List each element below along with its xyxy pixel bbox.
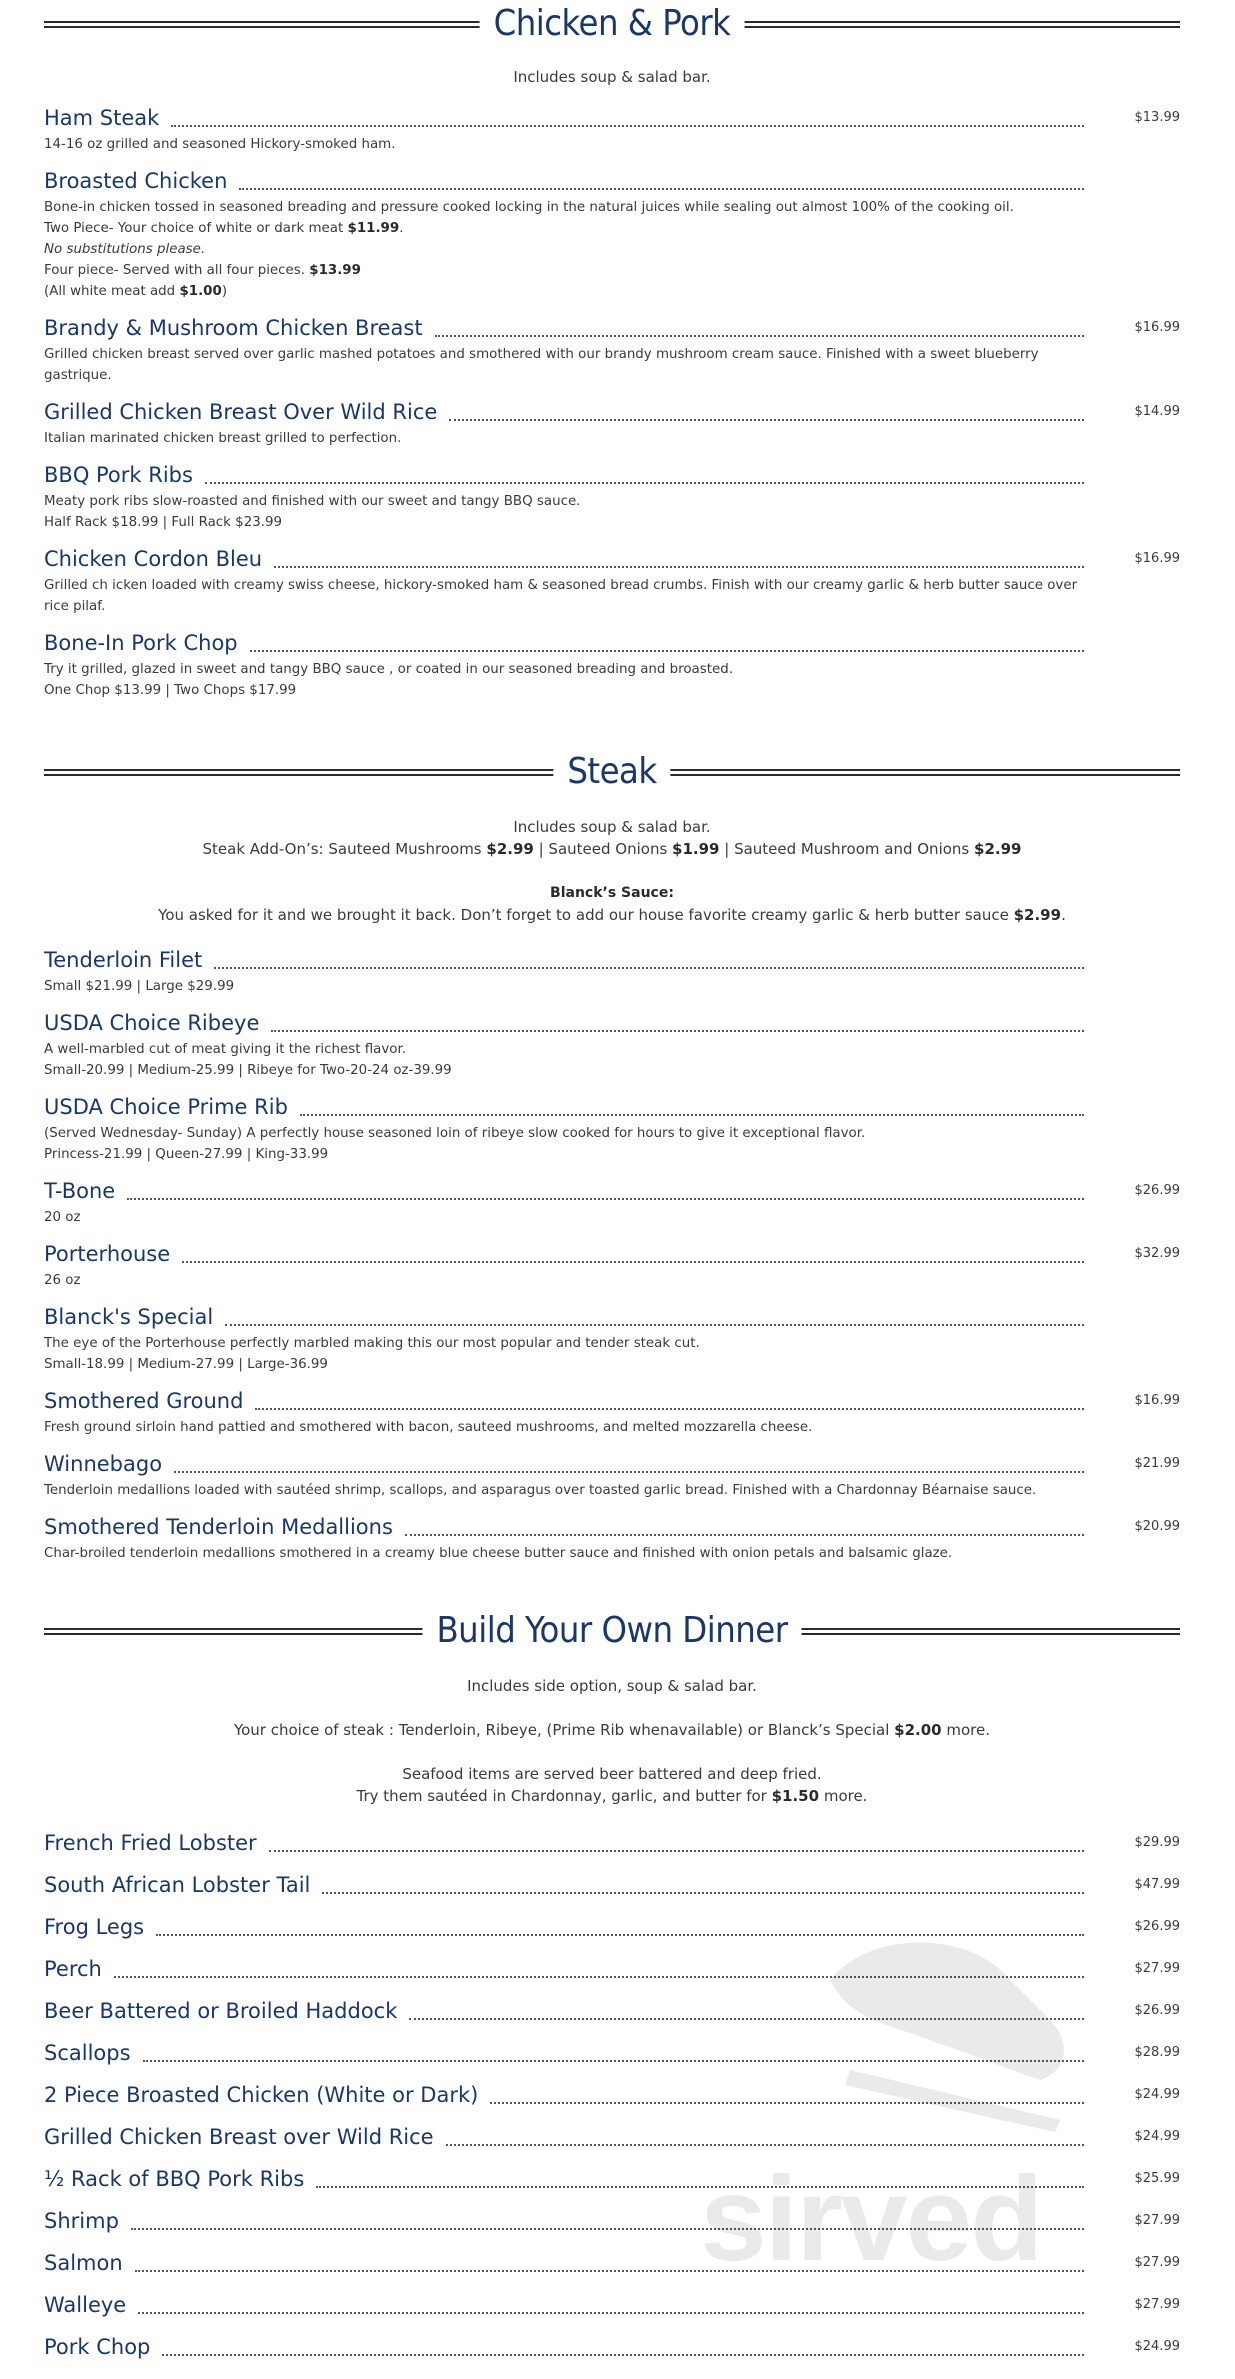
option-text: (All white meat add (44, 284, 180, 299)
section-title: Build Your Own Dinner (422, 1607, 801, 1655)
dot-leader (182, 1245, 1084, 1263)
menu-item (44, 316, 1180, 400)
item-price: $32.99 (1134, 1246, 1180, 1261)
item-price: $26.99 (1134, 2003, 1180, 2018)
menu-item (44, 1873, 1180, 1915)
item-name: Smothered Tenderloin Medallions (44, 1515, 393, 1539)
menu-item (44, 400, 1180, 463)
menu-item (44, 948, 1180, 1011)
item-price: $26.99 (1134, 1183, 1180, 1198)
dot-leader (127, 1182, 1084, 1200)
item-name: Ham Steak (44, 106, 160, 130)
item-name: USDA Choice Prime Rib (44, 1095, 288, 1119)
menu-item (44, 1011, 1180, 1095)
item-option (44, 260, 1084, 281)
item-name: USDA Choice Ribeye (44, 1011, 260, 1035)
item-description: 20 oz (44, 1210, 81, 1225)
item-sizes: Small $21.99 | Large $29.99 (44, 979, 235, 994)
item-price: $24.99 (1134, 2339, 1180, 2354)
item-price: $13.99 (1134, 110, 1180, 125)
dot-leader (271, 1014, 1084, 1032)
item-name: Grilled Chicken Breast Over Wild Rice (44, 400, 438, 424)
menu-item (44, 547, 1180, 631)
option-price: $11.99 (347, 221, 400, 236)
steak-addons (44, 838, 1180, 860)
section-header (44, 1607, 1180, 1659)
item-name: Broasted Chicken (44, 169, 228, 193)
menu-item (44, 1452, 1180, 1515)
item-description: Italian marinated chicken breast grilled to perfection. (44, 431, 402, 446)
item-price: $47.99 (1134, 1877, 1180, 1892)
dot-leader (239, 172, 1084, 190)
steak-choice-note (44, 1719, 1180, 1741)
item-name: Pork Chop (44, 2335, 151, 2359)
menu-item (44, 106, 1180, 169)
item-name: Winnebago (44, 1452, 163, 1476)
note-text: No substitutions please. (44, 242, 206, 257)
option-text: Four piece- Served with all four pieces. (44, 263, 310, 278)
sauce-text (44, 904, 1180, 926)
item-name: French Fried Lobster (44, 1831, 257, 1855)
note-tail: more. (819, 1787, 868, 1805)
item-price: $16.99 (1134, 551, 1180, 566)
item-price: $16.99 (1134, 1393, 1180, 1408)
item-description: The eye of the Porterhouse perfectly marbled making this our most popular and tender steak cut. (44, 1336, 700, 1351)
section-note: Includes soup & salad bar. (513, 818, 711, 836)
item-name: Chicken Cordon Bleu (44, 547, 263, 571)
sirved-watermark (700, 1920, 1160, 2300)
item-name: Bone-In Pork Chop (44, 631, 238, 655)
dot-leader (250, 634, 1084, 652)
dot-leader (174, 1455, 1084, 1473)
dot-leader (214, 951, 1084, 969)
item-name: Walleye (44, 2293, 127, 2317)
option-tail: . (399, 221, 404, 236)
item-description: Try it grilled, glazed in sweet and tangy BBQ sauce , or coated in our seasoned breading and broasted. (44, 662, 733, 677)
item-sizes: One Chop $13.99 | Two Chops $17.99 (44, 683, 297, 698)
sauce-description: You asked for it and we brought it back. Don’t forget to add our house favorite creamy garlic & herb butter sauce (158, 906, 1014, 924)
item-name: Smothered Ground (44, 1389, 244, 1413)
dot-leader (269, 1834, 1084, 1852)
item-price: $27.99 (1134, 2255, 1180, 2270)
item-price: $27.99 (1134, 2297, 1180, 2312)
item-name: 2 Piece Broasted Chicken (White or Dark) (44, 2083, 479, 2107)
item-price: $20.99 (1134, 1519, 1180, 1534)
item-name: Brandy & Mushroom Chicken Breast (44, 316, 423, 340)
item-name: Scallops (44, 2041, 131, 2065)
addon-text: | Sauteed Mushroom and Onions (719, 840, 975, 858)
item-sizes: Princess-21.99 | Queen-27.99 | King-33.99 (44, 1147, 329, 1162)
item-description: Bone-in chicken tossed in seasoned breading and pressure cooked locking in the natural juices while sealing out almost 100% of the cooking oil. (44, 200, 1014, 215)
watermark-text: sirved (700, 2152, 1042, 2286)
item-price: $24.99 (1134, 2087, 1180, 2102)
menu-item (44, 169, 1180, 316)
item-sizes: Half Rack $18.99 | Full Rack $23.99 (44, 515, 283, 530)
note-price: $2.00 (894, 1721, 942, 1739)
item-price: $27.99 (1134, 1961, 1180, 1976)
menu-item (44, 631, 1180, 715)
option-tail: ) (221, 284, 228, 299)
dot-leader (300, 1098, 1084, 1116)
menu-item (44, 1389, 1180, 1452)
item-option (44, 281, 1084, 302)
dot-leader (162, 2338, 1084, 2356)
item-name: South African Lobster Tail (44, 1873, 311, 1897)
item-name: Porterhouse (44, 1242, 171, 1266)
item-description: A well-marbled cut of meat giving it the richest flavor. (44, 1042, 407, 1057)
item-option (44, 218, 1084, 239)
item-name: BBQ Pork Ribs (44, 463, 193, 487)
section-title: Steak (553, 748, 670, 796)
note-text: Your choice of steak : Tenderloin, Ribeye, (Prime Rib whenavailable) or Blanck’s Special (233, 1721, 895, 1739)
item-name: ½ Rack of BBQ Pork Ribs (44, 2167, 305, 2191)
menu-item (44, 1831, 1180, 1873)
dot-leader (322, 1876, 1084, 1894)
sauce-price: $2.99 (1013, 906, 1062, 924)
note-text: Try them sautéed in Chardonnay, garlic, and butter for (356, 1787, 772, 1805)
note-price: $1.50 (771, 1787, 820, 1805)
item-sizes: Small-20.99 | Medium-25.99 | Ribeye for Two-20-24 oz-39.99 (44, 1063, 452, 1078)
item-description: Grilled chicken breast served over garlic mashed potatoes and smothered with our brandy mushroom cream sauce. Finished with a sweet blueberry gastrique. (44, 347, 1039, 383)
item-price: $29.99 (1134, 1835, 1180, 1850)
sauce-heading: Blanck’s Sauce: (550, 885, 674, 901)
sauce-tail: . (1061, 906, 1066, 924)
item-price: $24.99 (1134, 2129, 1180, 2144)
item-description: Tenderloin medallions loaded with sautéed shrimp, scallops, and asparagus over toasted garlic bread. Finished with a Chardonnay Béarnaise sauce. (44, 1483, 1037, 1498)
addon-text: | Sauteed Onions (533, 840, 673, 858)
item-name: Frog Legs (44, 1915, 145, 1939)
item-price: $21.99 (1134, 1456, 1180, 1471)
menu-item (44, 1305, 1180, 1389)
dot-leader (255, 1392, 1084, 1410)
section-header (44, 0, 1180, 52)
item-name: Tenderloin Filet (44, 948, 203, 972)
addon-price: $2.99 (486, 840, 534, 858)
item-name: Salmon (44, 2251, 123, 2275)
section-note: Includes soup & salad bar. (513, 68, 711, 86)
seafood-note: Seafood items are served beer battered and deep fried. (402, 1765, 822, 1783)
addon-text: Steak Add-On’s: Sauteed Mushrooms (202, 840, 487, 858)
menu-item (44, 1179, 1180, 1242)
item-price: $16.99 (1134, 320, 1180, 335)
section-chicken-pork (44, 0, 1180, 715)
item-name: Shrimp (44, 2209, 119, 2233)
dot-leader (435, 319, 1084, 337)
fork-knife-icon (810, 1920, 1110, 2140)
section-header (44, 748, 1180, 800)
item-price: $26.99 (1134, 1919, 1180, 1934)
dot-leader (225, 1308, 1084, 1326)
menu-item (44, 1095, 1180, 1179)
item-price: $28.99 (1134, 2045, 1180, 2060)
section-title: Chicken & Pork (480, 0, 745, 48)
dot-leader (274, 550, 1084, 568)
item-price: $14.99 (1134, 404, 1180, 419)
item-name: Beer Battered or Broiled Haddock (44, 1999, 398, 2023)
item-description: Meaty pork ribs slow-roasted and finished with our sweet and tangy BBQ sauce. (44, 494, 581, 509)
option-price: $1.00 (179, 284, 222, 299)
item-description: Grilled ch icken loaded with creamy swiss cheese, hickory-smoked ham & seasoned bread crumbs. Finish with our creamy garlic & herb butter sauce over rice pilaf. (44, 578, 1078, 614)
addon-price: $2.99 (974, 840, 1022, 858)
section-note: Includes side option, soup & salad bar. (467, 1677, 757, 1695)
item-description: Fresh ground sirloin hand pattied and smothered with bacon, sauteed mushrooms, and melted mozzarella cheese. (44, 1420, 813, 1435)
section-steak (44, 748, 1180, 1578)
item-note (44, 239, 1084, 260)
dot-leader (405, 1518, 1084, 1536)
item-price: $25.99 (1134, 2171, 1180, 2186)
item-description: 26 oz (44, 1273, 81, 1288)
option-text: Two Piece- Your choice of white or dark meat (44, 221, 348, 236)
item-name: T-Bone (44, 1179, 116, 1203)
menu-item (44, 1515, 1180, 1578)
item-sizes: Small-18.99 | Medium-27.99 | Large-36.99 (44, 1357, 328, 1372)
dot-leader (171, 109, 1084, 127)
option-price: $13.99 (309, 263, 361, 278)
item-price: $27.99 (1134, 2213, 1180, 2228)
menu-item (44, 1242, 1180, 1305)
item-name: Perch (44, 1957, 102, 1981)
item-description: (Served Wednesday- Sunday) A perfectly house seasoned loin of ribeye slow cooked for hours to give it exceptional flavor. (44, 1126, 866, 1141)
item-name: Grilled Chicken Breast over Wild Rice (44, 2125, 434, 2149)
item-description: 14-16 oz grilled and seasoned Hickory-smoked ham. (44, 137, 396, 152)
menu-item (44, 2335, 1180, 2377)
menu-item (44, 463, 1180, 547)
dot-leader (205, 466, 1084, 484)
item-description: Char-broiled tenderloin medallions smothered in a creamy blue cheese butter sauce and finished with onion petals and balsamic glaze. (44, 1546, 953, 1561)
item-name: Blanck's Special (44, 1305, 214, 1329)
saute-note (44, 1785, 1180, 1807)
dot-leader (449, 403, 1084, 421)
note-tail: more. (941, 1721, 991, 1739)
addon-price: $1.99 (672, 840, 720, 858)
